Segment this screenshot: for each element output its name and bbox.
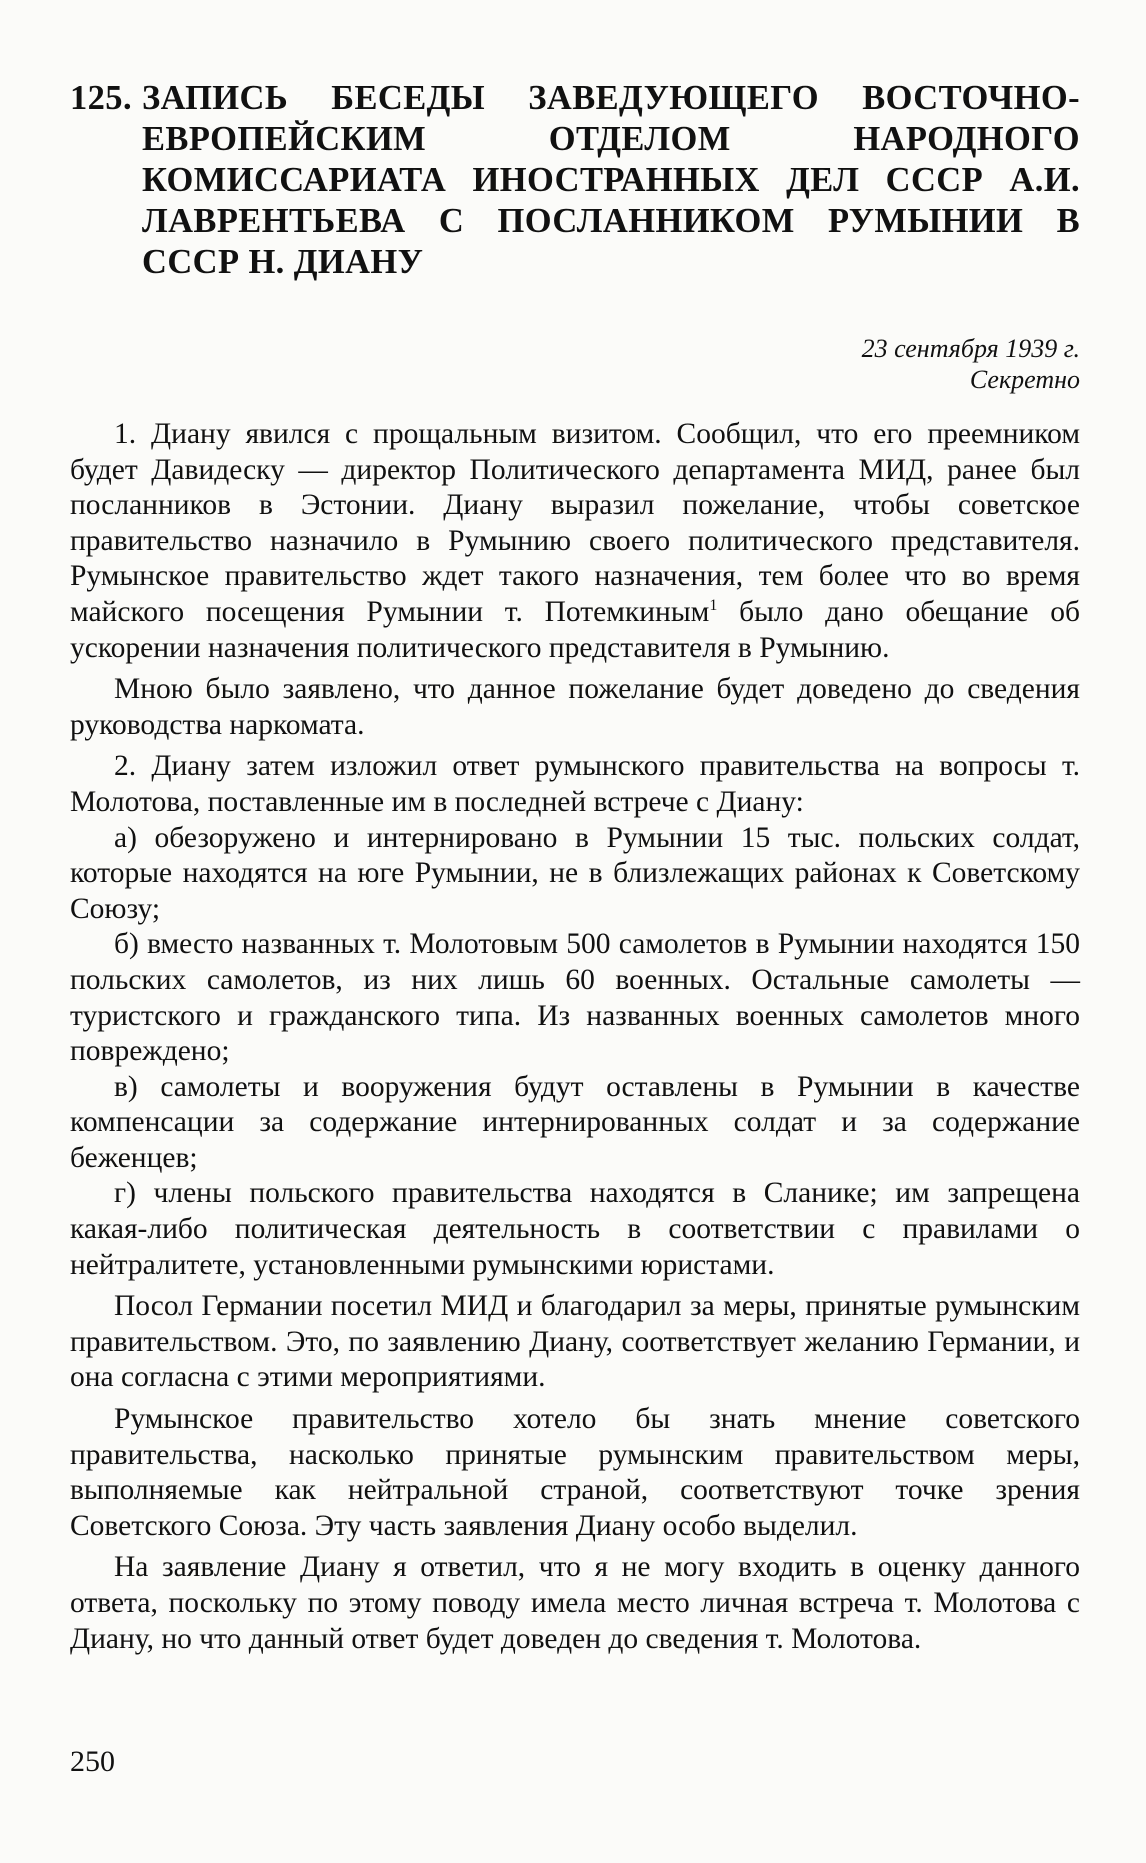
document-page	[70, 78, 1080, 1663]
document-heading	[70, 78, 1080, 283]
footnote-ref: 1	[709, 597, 718, 615]
document-title: ЗАПИСЬ БЕСЕДЫ ЗАВЕДУЮЩЕГО ВОСТОЧНО-ЕВРОПЕЙСКИМ ОТДЕЛОМ НАРОДНОГО КОМИССАРИАТА ИНОСТРАННЫХ ДЕЛ СССР А.И. ЛАВРЕНТЬЕВА С ПОСЛАННИКОМ РУМЫНИИ В СССР Н. ДИАНУ	[142, 79, 1080, 281]
paragraph-request: Румынское правительство хотело бы знать мнение советского правительства, насколько принятые румынским правительством меры, выполняемые как нейтральной страной, соответствуют точке зрения Советского Союза. Эту часть заявления Диану особо выделил.	[70, 1403, 1080, 1542]
list-item-g: г) члены польского правительства находятся в Сланике; им запрещена какая-либо политическая деятельность в соответствии с правилами о нейтралитете, установленными румынскими юристами.	[70, 1177, 1080, 1281]
paragraph-1	[70, 417, 1080, 666]
paragraph-reply: На заявление Диану я ответил, что я не могу входить в оценку данного ответа, поскольку по этому поводу имела место личная встреча т. Молотова с Диану, но что данный ответ будет доведен до сведения т. Молотова.	[70, 1551, 1080, 1655]
list-item-a: а) обезоружено и интернировано в Румынии 15 тыс. польских солдат, которые находятся на юге Румынии, не в близлежащих районах к Советскому Союзу;	[70, 821, 1080, 925]
paragraph-1-text: 1. Диану явился с прощальным визитом. Сообщил, что его преемником будет Давидеску — директор Политического департамента МИД, ранее был посланников в Эстонии. Диану выразил пожелание, чтобы советское правительство назначило в Румынию своего политического представителя. Румынское правительство ждет такого назначения, тем более что во время майского посещения Румынии т. Потемкиным	[70, 418, 1080, 628]
document-date: 23 сентября 1939 г.	[861, 334, 1080, 363]
page-number: 250	[70, 1745, 115, 1778]
paragraph-germany: Посол Германии посетил МИД и благодарил за меры, принятые румынским правительством. Это, по заявлению Диану, соответствует желанию Германии, и она согласна с этими мероприятиями.	[70, 1290, 1080, 1394]
paragraph-3: 2. Диану затем изложил ответ румынского правительства на вопросы т. Молотова, поставленные им в последней встрече с Диану:	[70, 750, 1080, 818]
list-item-v: в) самолеты и вооружения будут оставлены в Румынии в качестве компенсации за содержание интернированных солдат и за содержание беженцев;	[70, 1070, 1080, 1174]
dateline	[70, 333, 1080, 395]
paragraph-1-continuation: было дано обещание об ускорении назначения политического представителя в Румынию.	[70, 595, 1080, 664]
document-body	[70, 417, 1080, 1657]
paragraph-2: Мною было заявлено, что данное пожелание будет доведено до сведения руководства наркомата.	[70, 673, 1080, 741]
list-item-b: б) вместо названных т. Молотовым 500 самолетов в Румынии находятся 150 польских самолетов, из них лишь 60 военных. Остальные самолеты — туристского и гражданского типа. Из названных военных самолетов много повреждено;	[70, 928, 1080, 1068]
document-number: 125.	[70, 79, 132, 117]
classification-mark: Секретно	[969, 365, 1080, 394]
